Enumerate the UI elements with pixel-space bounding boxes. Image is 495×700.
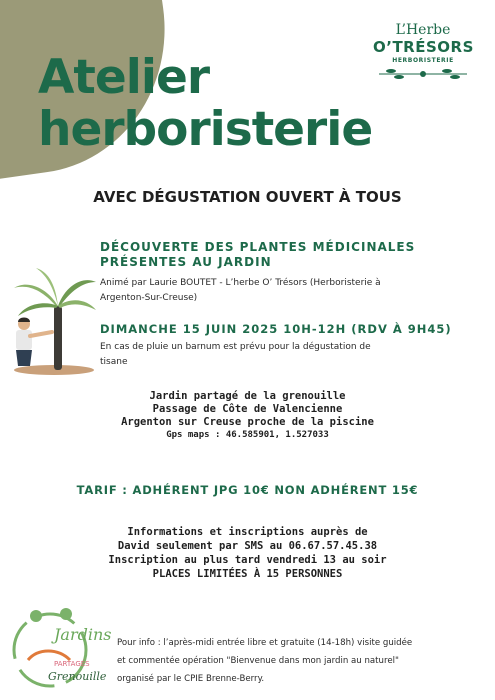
info-line-2: David seulement par SMS au 06.67.57.45.38 bbox=[117, 540, 378, 552]
page-title bbox=[38, 52, 372, 156]
address-line-2: Passage de Côte de Valencienne bbox=[152, 403, 343, 415]
footer-line-3: organisé par le CPIE Brenne-Berry. bbox=[117, 674, 265, 684]
registration-info bbox=[0, 525, 495, 581]
info-line-4: PLACES LIMITÉES À 15 PERSONNES bbox=[152, 568, 343, 580]
brand-logo bbox=[373, 22, 473, 81]
footer-note bbox=[117, 634, 487, 688]
rain-line-1: En cas de pluie un barnum est prévu pour la dégustation de bbox=[100, 342, 371, 352]
address-block bbox=[0, 390, 495, 442]
brand-line-1: L’Herbe bbox=[395, 22, 451, 38]
title-line-1: Atelier bbox=[38, 50, 209, 105]
subtitle: AVEC DÉGUSTATION OUVERT À TOUS bbox=[93, 188, 402, 206]
date-heading: DIMANCHE 15 JUIN 2025 10H-12H (RDV À 9H45) bbox=[100, 322, 452, 336]
footer-line-2: et commentée opération "Bienvenue dans mon jardin au naturel" bbox=[117, 656, 399, 666]
address-line-3: Argenton sur Creuse proche de la piscine bbox=[121, 416, 374, 428]
footer-line-1: Pour info : l’après-midi entrée libre et gratuite (14-18h) visite guidée bbox=[117, 638, 413, 648]
jardins-partages-logo bbox=[8, 600, 113, 695]
animator-line-1: Animé par Laurie BOUTET - L’herbe O’ Trésors (Herboristerie à bbox=[100, 278, 381, 288]
discovery-heading-2: PRÉSENTES AU JARDIN bbox=[100, 255, 272, 269]
leaf-branch-icon bbox=[377, 67, 469, 81]
info-line-1: Informations et inscriptions auprès de bbox=[127, 526, 368, 538]
logo-word-1: Jardins bbox=[54, 625, 112, 644]
rain-line-2: tisane bbox=[100, 357, 128, 367]
discovery-block bbox=[100, 240, 480, 306]
info-line-3: Inscription au plus tard vendredi 13 au soir bbox=[108, 554, 387, 566]
palm-gardener-illustration bbox=[6, 266, 98, 376]
title-line-2: herboristerie bbox=[38, 102, 373, 157]
address-line-1: Jardin partagé de la grenouille bbox=[149, 390, 346, 402]
price-line: TARIF : ADHÉRENT JPG 10€ NON ADHÉRENT 15€ bbox=[76, 483, 419, 497]
brand-line-2: O’TRÉSORS bbox=[373, 38, 474, 56]
discovery-heading-1: DÉCOUVERTE DES PLANTES MÉDICINALES bbox=[100, 240, 416, 254]
logo-word-2: PARTAGÉS bbox=[54, 660, 90, 668]
logo-word-3: Grenouille bbox=[48, 670, 107, 683]
animator-line-2: Argenton-Sur-Creuse) bbox=[100, 293, 198, 303]
date-block bbox=[100, 322, 480, 370]
gps-coordinates: Gps maps : 46.585901, 1.527033 bbox=[166, 430, 329, 440]
brand-line-3: HERBORISTERIE bbox=[392, 57, 454, 64]
